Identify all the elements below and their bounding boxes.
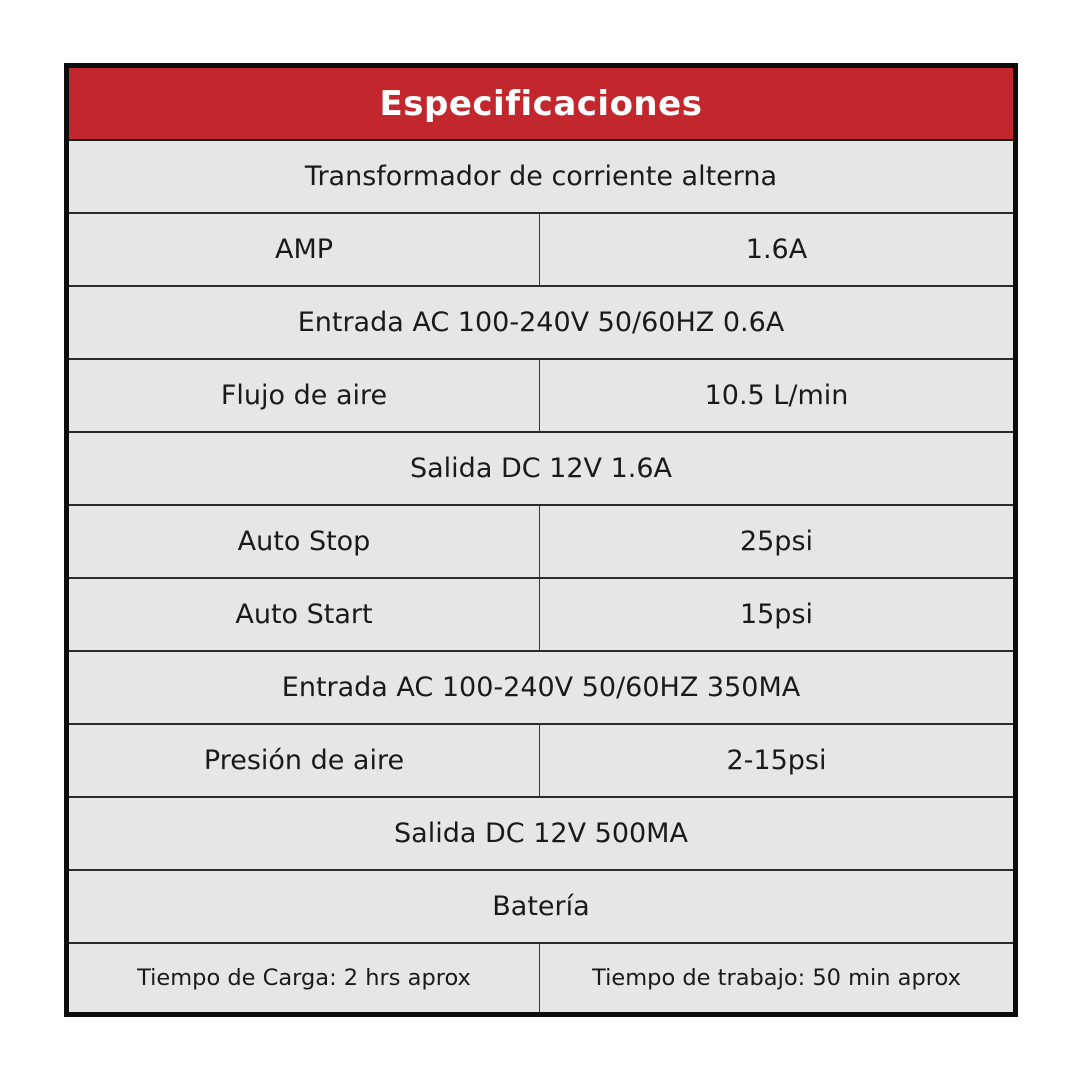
row-text: Transformador de corriente alterna bbox=[304, 161, 778, 192]
table-row-input-ac bbox=[69, 287, 1013, 360]
table-row-battery bbox=[69, 871, 1013, 944]
row-text: Salida DC 12V 1.6A bbox=[410, 453, 672, 484]
row-value: 2-15psi bbox=[726, 745, 827, 776]
row-label: Presión de aire bbox=[69, 725, 540, 796]
row-text: Salida DC 12V 500MA bbox=[394, 818, 688, 849]
row-label: AMP bbox=[69, 214, 540, 285]
table-title: Especificaciones bbox=[379, 83, 703, 124]
row-value: 10.5 L/min bbox=[704, 380, 849, 411]
table-row-output-dc bbox=[69, 433, 1013, 506]
row-value: 25psi bbox=[739, 526, 814, 557]
table-row-transformer bbox=[69, 141, 1013, 214]
row-label: Auto Start bbox=[69, 579, 540, 650]
table-row-input-ac-2 bbox=[69, 652, 1013, 725]
row-text: Batería bbox=[492, 891, 590, 922]
table-row-output-dc-2 bbox=[69, 798, 1013, 871]
table-row-auto-start bbox=[69, 579, 1013, 652]
row-label: Flujo de aire bbox=[69, 360, 540, 431]
table-row-battery-times bbox=[69, 944, 1013, 1012]
row-value: 1.6A bbox=[745, 234, 808, 265]
table-row-airflow bbox=[69, 360, 1013, 433]
specifications-table bbox=[64, 63, 1018, 1017]
table-row-auto-stop bbox=[69, 506, 1013, 579]
row-value: Tiempo de trabajo: 50 min aprox bbox=[592, 965, 961, 991]
row-text: Entrada AC 100-240V 50/60HZ 0.6A bbox=[297, 307, 785, 338]
table-row-air-pressure bbox=[69, 725, 1013, 798]
row-text: Entrada AC 100-240V 50/60HZ 350MA bbox=[281, 672, 801, 703]
row-label: Tiempo de Carga: 2 hrs aprox bbox=[69, 944, 540, 1012]
row-value: 15psi bbox=[739, 599, 814, 630]
row-label: Auto Stop bbox=[69, 506, 540, 577]
table-row-amp bbox=[69, 214, 1013, 287]
table-header bbox=[69, 68, 1013, 141]
